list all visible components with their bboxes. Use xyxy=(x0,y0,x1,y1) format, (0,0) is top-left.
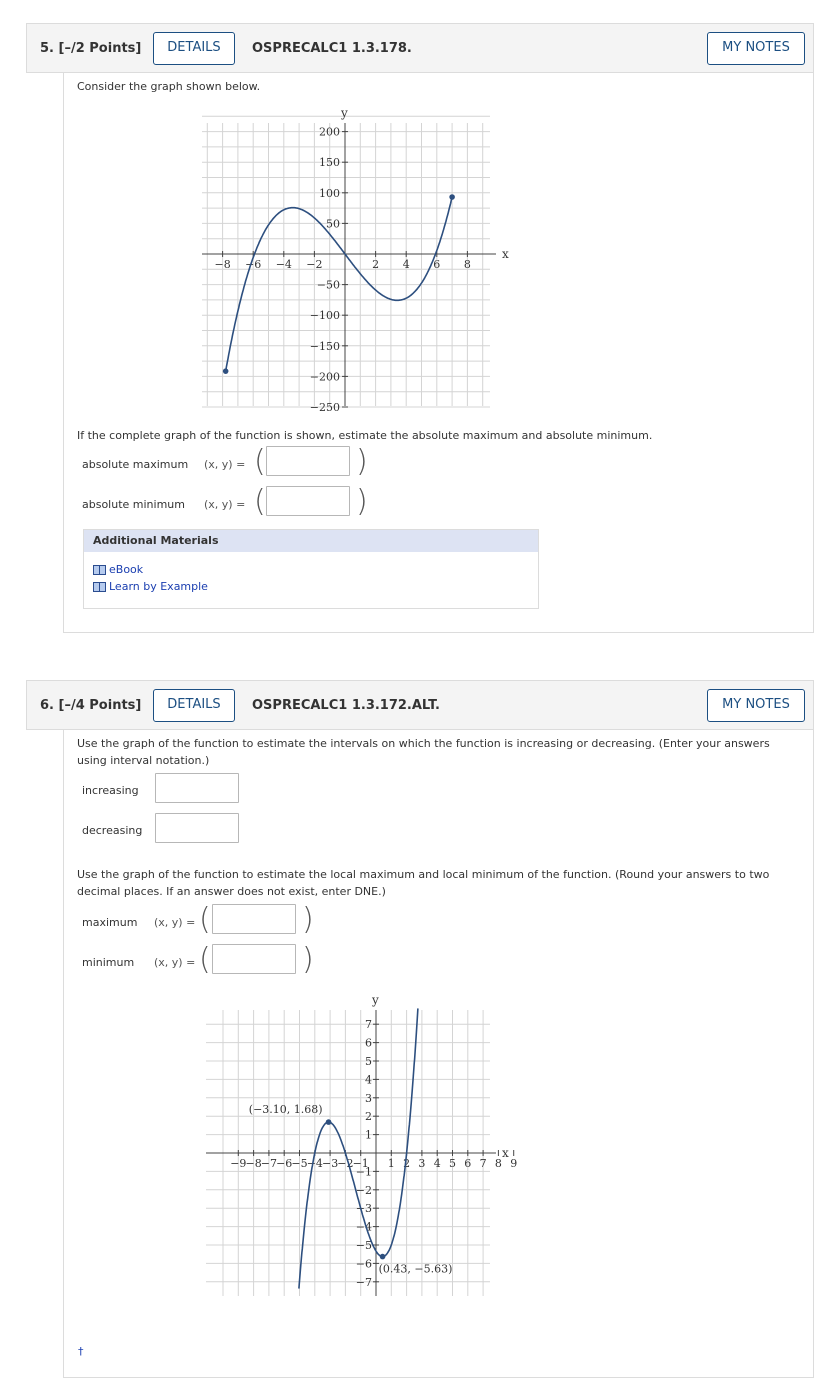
x-tick-label: −5 xyxy=(291,1157,308,1170)
left-paren: ( xyxy=(199,942,211,977)
question-body xyxy=(63,73,814,633)
y-tick-label: 150 xyxy=(319,156,340,170)
x-tick-label: 1 xyxy=(387,1157,395,1170)
right-paren: ) xyxy=(356,484,368,519)
graph-local-extrema xyxy=(154,988,518,1308)
local-min-label: (0.43, −5.63) xyxy=(378,1262,453,1276)
decreasing-input[interactable] xyxy=(155,813,239,843)
x-tick-label: −9 xyxy=(230,1157,247,1170)
maximum-equals: (x, y) = xyxy=(154,916,196,929)
right-paren: ) xyxy=(302,942,314,977)
endpoint-dot xyxy=(449,194,455,200)
x-tick-label: −1 xyxy=(352,1157,369,1170)
y-tick-label: 100 xyxy=(319,186,340,200)
abs-max-input[interactable] xyxy=(266,446,350,476)
increasing-label: increasing xyxy=(82,784,139,797)
x-tick-label: 4 xyxy=(433,1157,441,1170)
minimum-input[interactable] xyxy=(212,944,296,974)
y-tick-label: −1 xyxy=(355,1165,372,1179)
details-button[interactable]: DETAILS xyxy=(153,32,235,65)
question-header xyxy=(26,680,814,730)
minimum-label: minimum xyxy=(82,956,135,969)
question-code: OSPRECALC1 1.3.172.ALT. xyxy=(252,698,440,713)
x-tick-label: 8 xyxy=(494,1157,502,1170)
y-axis-label: y xyxy=(372,993,379,1007)
x-tick-label: 9 xyxy=(510,1157,518,1170)
ebook-link[interactable]: eBook xyxy=(93,563,143,576)
x-tick-label: 4 xyxy=(402,258,410,271)
question-header xyxy=(26,23,814,73)
abs-max-equals: (x, y) = xyxy=(204,458,246,471)
x-tick-label: −2 xyxy=(306,258,323,271)
question-prompt: If the complete graph of the function is shown, estimate the absolute maximum and absolute minimum. xyxy=(77,429,653,442)
left-paren: ( xyxy=(254,484,266,519)
x-tick-label: −4 xyxy=(275,258,292,271)
x-tick-label: 7 xyxy=(479,1157,487,1170)
increasing-input[interactable] xyxy=(155,773,239,803)
additional-materials-title: Additional Materials xyxy=(84,530,538,552)
left-paren: ( xyxy=(254,444,266,479)
x-tick-label: 6 xyxy=(433,258,441,271)
right-paren: ) xyxy=(302,902,314,937)
x-tick-label: −8 xyxy=(245,1157,262,1170)
x-tick-label: 8 xyxy=(463,258,471,271)
endpoint-dot xyxy=(223,368,229,374)
x-tick-label: −6 xyxy=(276,1157,293,1170)
x-tick-label: −3 xyxy=(321,1157,339,1170)
abs-min-equals: (x, y) = xyxy=(204,498,246,511)
y-tick-label: 3 xyxy=(365,1091,372,1105)
maximum-input[interactable] xyxy=(212,904,296,934)
local-max-label: (−3.10, 1.68) xyxy=(248,1103,323,1117)
question-prompt: Use the graph of the function to estimate the local maximum and local minimum of the function. (Round your answers to two decimal places. If an answer does not exist, enter DNE.) xyxy=(77,868,770,898)
y-tick-label: 6 xyxy=(365,1036,372,1050)
abs-min-label: absolute minimum xyxy=(82,498,185,511)
y-tick-label: −2 xyxy=(355,1183,372,1197)
y-tick-label: 1 xyxy=(365,1128,372,1142)
y-tick-label: −250 xyxy=(309,401,340,414)
y-tick-label: −150 xyxy=(309,339,340,353)
x-tick-label: 5 xyxy=(449,1157,456,1170)
local-max-dot xyxy=(326,1119,332,1125)
maximum-label: maximum xyxy=(82,916,138,929)
my-notes-button[interactable]: MY NOTES xyxy=(707,689,805,722)
footnote-dagger: † xyxy=(78,1345,84,1358)
y-tick-label: −7 xyxy=(355,1275,372,1289)
x-tick-label: 2 xyxy=(372,258,380,271)
details-button[interactable]: DETAILS xyxy=(153,689,235,722)
y-tick-label: 4 xyxy=(365,1073,372,1087)
x-tick-label: −7 xyxy=(260,1157,278,1170)
question-intro: Consider the graph shown below. xyxy=(77,80,261,93)
additional-materials xyxy=(83,529,539,609)
y-tick-label: 200 xyxy=(319,125,340,139)
book-icon xyxy=(93,565,106,575)
y-tick-label: −6 xyxy=(355,1257,372,1271)
graph-cubic xyxy=(154,101,509,421)
question-body xyxy=(63,730,814,1378)
y-tick-label: −3 xyxy=(355,1202,372,1216)
book-icon xyxy=(93,582,106,592)
y-tick-label: 5 xyxy=(365,1055,372,1068)
question-code: OSPRECALC1 1.3.178. xyxy=(252,41,412,56)
y-tick-label: 2 xyxy=(365,1110,372,1124)
y-axis-label: y xyxy=(341,106,348,120)
y-tick-label: −5 xyxy=(355,1239,372,1252)
learn-by-example-link[interactable]: Learn by Example xyxy=(93,580,208,593)
y-tick-label: −50 xyxy=(316,278,340,292)
y-tick-label: 50 xyxy=(326,217,340,231)
my-notes-button[interactable]: MY NOTES xyxy=(707,32,805,65)
question-number-points: 5. [–/2 Points] xyxy=(40,41,142,56)
decreasing-label: decreasing xyxy=(82,824,143,837)
abs-min-input[interactable] xyxy=(266,486,350,516)
x-tick-label: 6 xyxy=(464,1157,472,1170)
x-tick-label: −6 xyxy=(245,258,262,271)
local-min-dot xyxy=(380,1254,386,1260)
y-tick-label: 7 xyxy=(365,1018,372,1032)
x-tick-label: −4 xyxy=(306,1157,323,1170)
x-tick-label: 2 xyxy=(403,1157,411,1170)
x-axis-label: x xyxy=(502,247,509,261)
question-intro: Use the graph of the function to estimate the intervals on which the function is increasing or decreasing. (Enter your answers using interval notation.) xyxy=(77,737,770,767)
left-paren: ( xyxy=(199,902,211,937)
y-tick-label: −200 xyxy=(309,370,340,384)
y-tick-label: −4 xyxy=(355,1220,372,1234)
minimum-equals: (x, y) = xyxy=(154,956,196,969)
right-paren: ) xyxy=(356,444,368,479)
y-tick-label: −100 xyxy=(309,309,340,323)
abs-max-label: absolute maximum xyxy=(82,458,189,471)
x-tick-label: −8 xyxy=(214,258,231,271)
x-tick-label: 3 xyxy=(418,1157,426,1170)
question-number-points: 6. [–/4 Points] xyxy=(40,698,142,713)
x-axis-label: x xyxy=(502,1146,509,1160)
x-tick-label: −2 xyxy=(337,1157,354,1170)
